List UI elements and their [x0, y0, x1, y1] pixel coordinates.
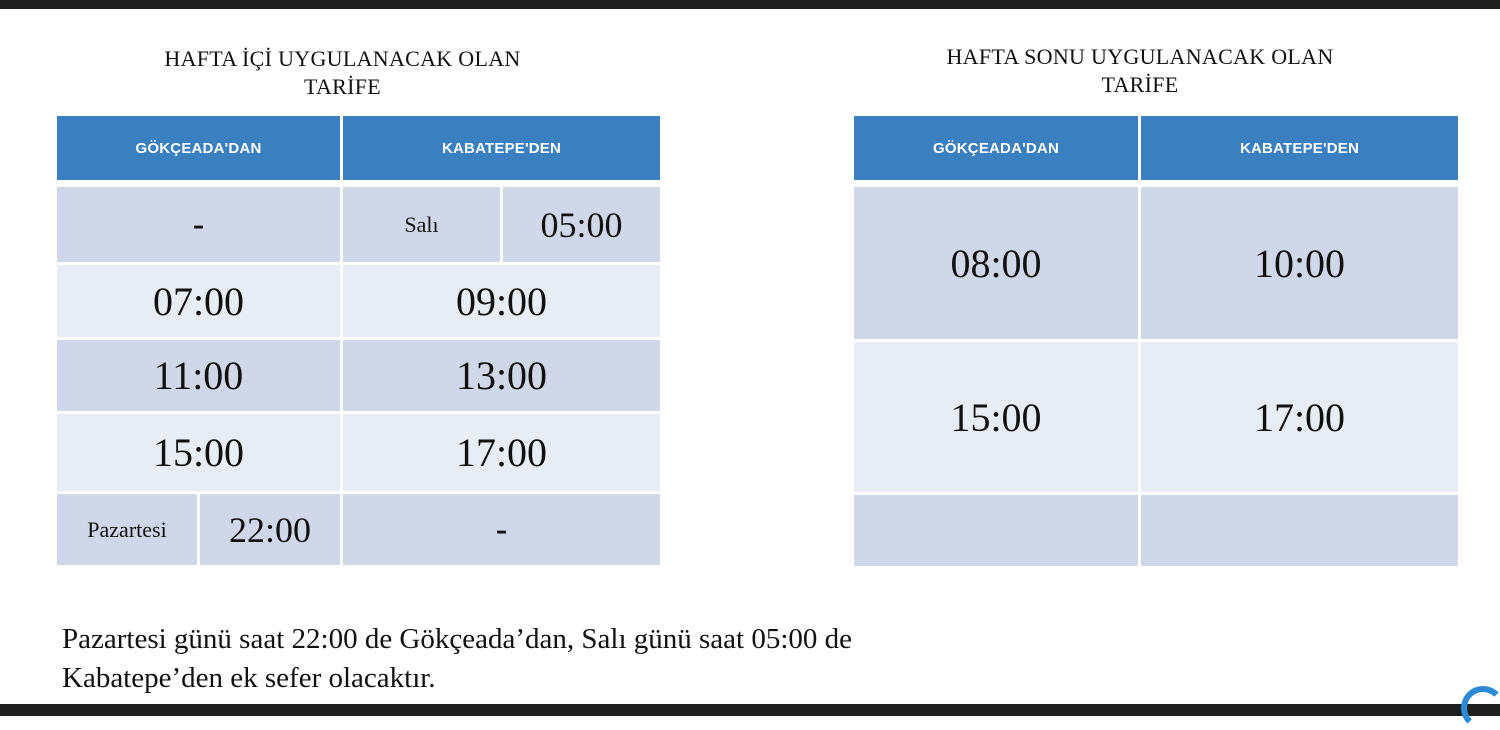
- weekday-header-kabatepe: KABATEPE'DEN: [343, 116, 660, 180]
- weekday-row3-kabatepe: 13:00: [343, 340, 660, 411]
- weekday-row5-gokceada-day: Pazartesi: [57, 494, 197, 565]
- weekend-header-kabatepe: KABATEPE'DEN: [1141, 116, 1458, 180]
- weekend-row2-kabatepe: 17:00: [1141, 342, 1458, 492]
- weekend-row1-gokceada: 08:00: [854, 187, 1138, 339]
- weekday-row1-kabatepe-day: Salı: [343, 187, 500, 262]
- weekday-header-gokceada: GÖKÇEADA'DAN: [57, 116, 340, 180]
- window-top-bar: [0, 0, 1500, 9]
- weekend-row1-kabatepe: 10:00: [1141, 187, 1458, 339]
- weekday-row5-kabatepe: -: [343, 494, 660, 565]
- extra-trip-note: Pazartesi günü saat 22:00 de Gökçeada’dan, Salı günü saat 05:00 de Kabatepe’den ek sefer olacaktır.: [62, 623, 853, 694]
- weekday-row4-gokceada: 15:00: [57, 414, 340, 491]
- weekend-title: HAFTA SONU UYGULANACAK OLAN TARİFE: [946, 44, 1334, 97]
- weekday-title: HAFTA İÇİ UYGULANACAK OLAN TARİFE: [164, 46, 521, 99]
- weekend-header-gokceada: GÖKÇEADA'DAN: [854, 116, 1138, 180]
- weekday-row4-kabatepe: 17:00: [343, 414, 660, 491]
- weekend-row2-gokceada: 15:00: [854, 342, 1138, 492]
- window-bottom-bar: [0, 704, 1500, 716]
- weekday-row3-gokceada: 11:00: [57, 340, 340, 411]
- weekday-row2-gokceada: 07:00: [57, 265, 340, 337]
- weekend-row3-gokceada: [854, 495, 1138, 566]
- weekday-row2-kabatepe: 09:00: [343, 265, 660, 337]
- refresh-icon[interactable]: [1461, 686, 1500, 730]
- weekend-row3-kabatepe: [1141, 495, 1458, 566]
- weekday-row5-gokceada-time: 22:00: [200, 494, 340, 565]
- weekday-row1-kabatepe-time: 05:00: [503, 187, 660, 262]
- weekday-row1-gokceada: -: [57, 187, 340, 262]
